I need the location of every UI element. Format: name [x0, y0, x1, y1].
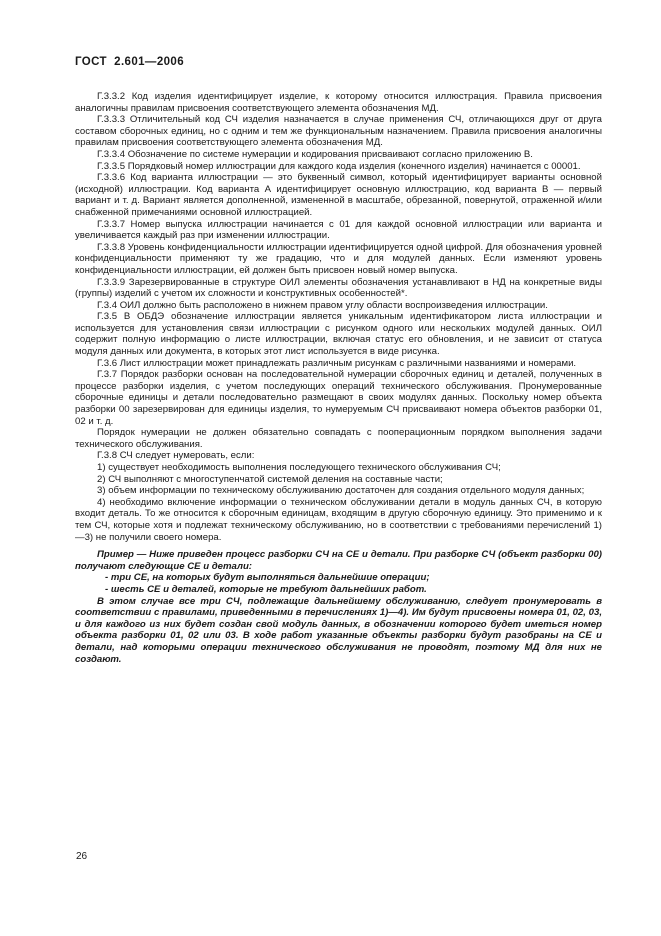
paragraph: Г.3.3.5 Порядковый номер иллюстрации для каждого кода изделия (конечного изделия) начинается с 00001. [97, 160, 581, 172]
paragraph: Г.3.8 СЧ следует нумеровать, если: [97, 450, 255, 462]
paragraph: Г.3.3.7 Номер выпуска иллюстрации начинается с 01 для каждой основной иллюстрации или варианта и увеличивается каждый раз при изменении иллюстрации. [75, 218, 602, 242]
paragraph: В этом случае все три СЧ, подлежащие дальнейшему обслуживанию, следует пронумеровать в соответствии с правилами, приведенными в перечислениях 1)—4). Им будут присвоены номера 01, 02, 03, и для каждого из них будет создан свой модуль данных, в обозначении которого будет иметься номер объекта разборки 01, 02 или 03. В ходе работ указанные объекты разборки будут разобраны на СЕ и детали, над которыми операции технического обслуживания не проводят, поэтому МД для них не создают. [75, 595, 602, 665]
paragraph: Г.3.5 В ОБДЭ обозначение иллюстрации является уникальным идентификатором листа иллюстрации и используется для установления связи иллюстрации с рисунком одного или нескольких модулей данных. ОИЛ содержит полную информацию о листе иллюстрации, включая статус его обновления, и не зависит от статуса модуля данных или документа, в которых этот лист используется в виде рисунка. [75, 311, 602, 358]
paragraph: Г.3.4 ОИЛ должно быть расположено в нижнем правом углу области воспроизведения иллюстрации. [97, 299, 548, 311]
paragraph: Г.3.7 Порядок разборки основан на последовательной нумерации сборочных единиц и деталей, полученных в процессе разборки изделия, с учетом последующих операций технического обслуживания. Пронумерованные сборочные единицы и детали последовательно размещают в своих модулях данных. Поскольку номер объекта разборки 00 зарезервирован для единицы изделия, то нумеруемым СЧ присваивают номера объектов разборки 01, 02 и т. д. [75, 369, 602, 427]
document-header-standard-number: ГОСТ 2.601—2006 [75, 56, 185, 68]
paragraph: - шесть СЕ и деталей, которые не требуют дальнейших работ. [105, 583, 427, 595]
paragraph: 1) существует необходимость выполнения последующего технического обслуживания СЧ; [97, 462, 501, 473]
paragraph: Г.3.6 Лист иллюстрации может принадлежать различным рисункам с различными названиями и номерами. [97, 357, 577, 369]
page-number: 26 [76, 851, 88, 862]
paragraph: 2) СЧ выполняют с многоступенчатой системой деления на составные части; [97, 473, 443, 485]
paragraph: 4) необходимо включение информации о техническом обслуживании детали в модуль данных СЧ, в которую входит деталь. То же относится к сборочным единицам, входящим в другую сборочную единицу. Это применимо и к тем СЧ, которые хотя и подлежат техническому обслуживанию, но в соответствии с требованиями перечислений 1)—3) не получили своего номера. [75, 496, 602, 543]
paragraph: Г.3.3.9 Зарезервированные в структуре ОИЛ элементы обозначения устанавливают в НД на конкретные виды (группы) изделий с учетом их сложности и конструктивных особенностей*. [75, 276, 602, 300]
paragraph: Г.3.3.4 Обозначение по системе нумерации и кодирования присваивают согласно приложению В. [97, 148, 533, 160]
paragraph: Г.3.3.2 Код изделия идентифицирует изделие, к которому относится иллюстрация. Правила присвоения аналогичны правилам присвоения соответствующего элемента обозначения МД. [75, 91, 602, 114]
document-body-text [75, 91, 602, 665]
paragraph: Г.3.3.6 Код варианта иллюстрации — это буквенный символ, который идентифицирует варианты основной (исходной) иллюстрации. Код варианта А идентифицирует основную иллюстрацию, код варианта В — первый вариант и т. д. Вариант является дополненной, измененной в масштабе, обрезанной, повернутой, отраженной и/или снабженной примечаниями основной иллюстрацией. [75, 172, 602, 218]
paragraph: Г.3.3.3 Отличительный код СЧ изделия назначается в случае применения СЧ, отличающихся друг от друга составом сборочных единиц, но с одним и тем же функциональным назначением. Правила присвоения аналогичны правилам присвоения соответствующего элемента обозначения МД. [75, 114, 602, 149]
paragraph: 3) объем информации по техническому обслуживанию достаточен для создания отдельного модуля данных; [97, 485, 585, 497]
paragraph: Пример — Ниже приведен процесс разборки СЧ на СЕ и детали. При разборке СЧ (объект разборки 00) получают следующие СЕ и детали: [75, 549, 602, 572]
paragraph: Порядок нумерации не должен обязательно совпадать с пооперационным порядком выполнения задачи технического обслуживания. [75, 427, 602, 450]
paragraph: Г.3.3.8 Уровень конфиденциальности иллюстрации идентифицируется одной цифрой. Для обозначения уровней конфиденциальности применяют ту же градацию, что и для модулей данных. Если изменяют уровень конфиденциальности иллюстрации, ей должен быть присвоен новый номер выпуска. [75, 241, 602, 276]
paragraph: - три СЕ, на которых будут выполняться дальнейшие операции; [105, 572, 430, 584]
